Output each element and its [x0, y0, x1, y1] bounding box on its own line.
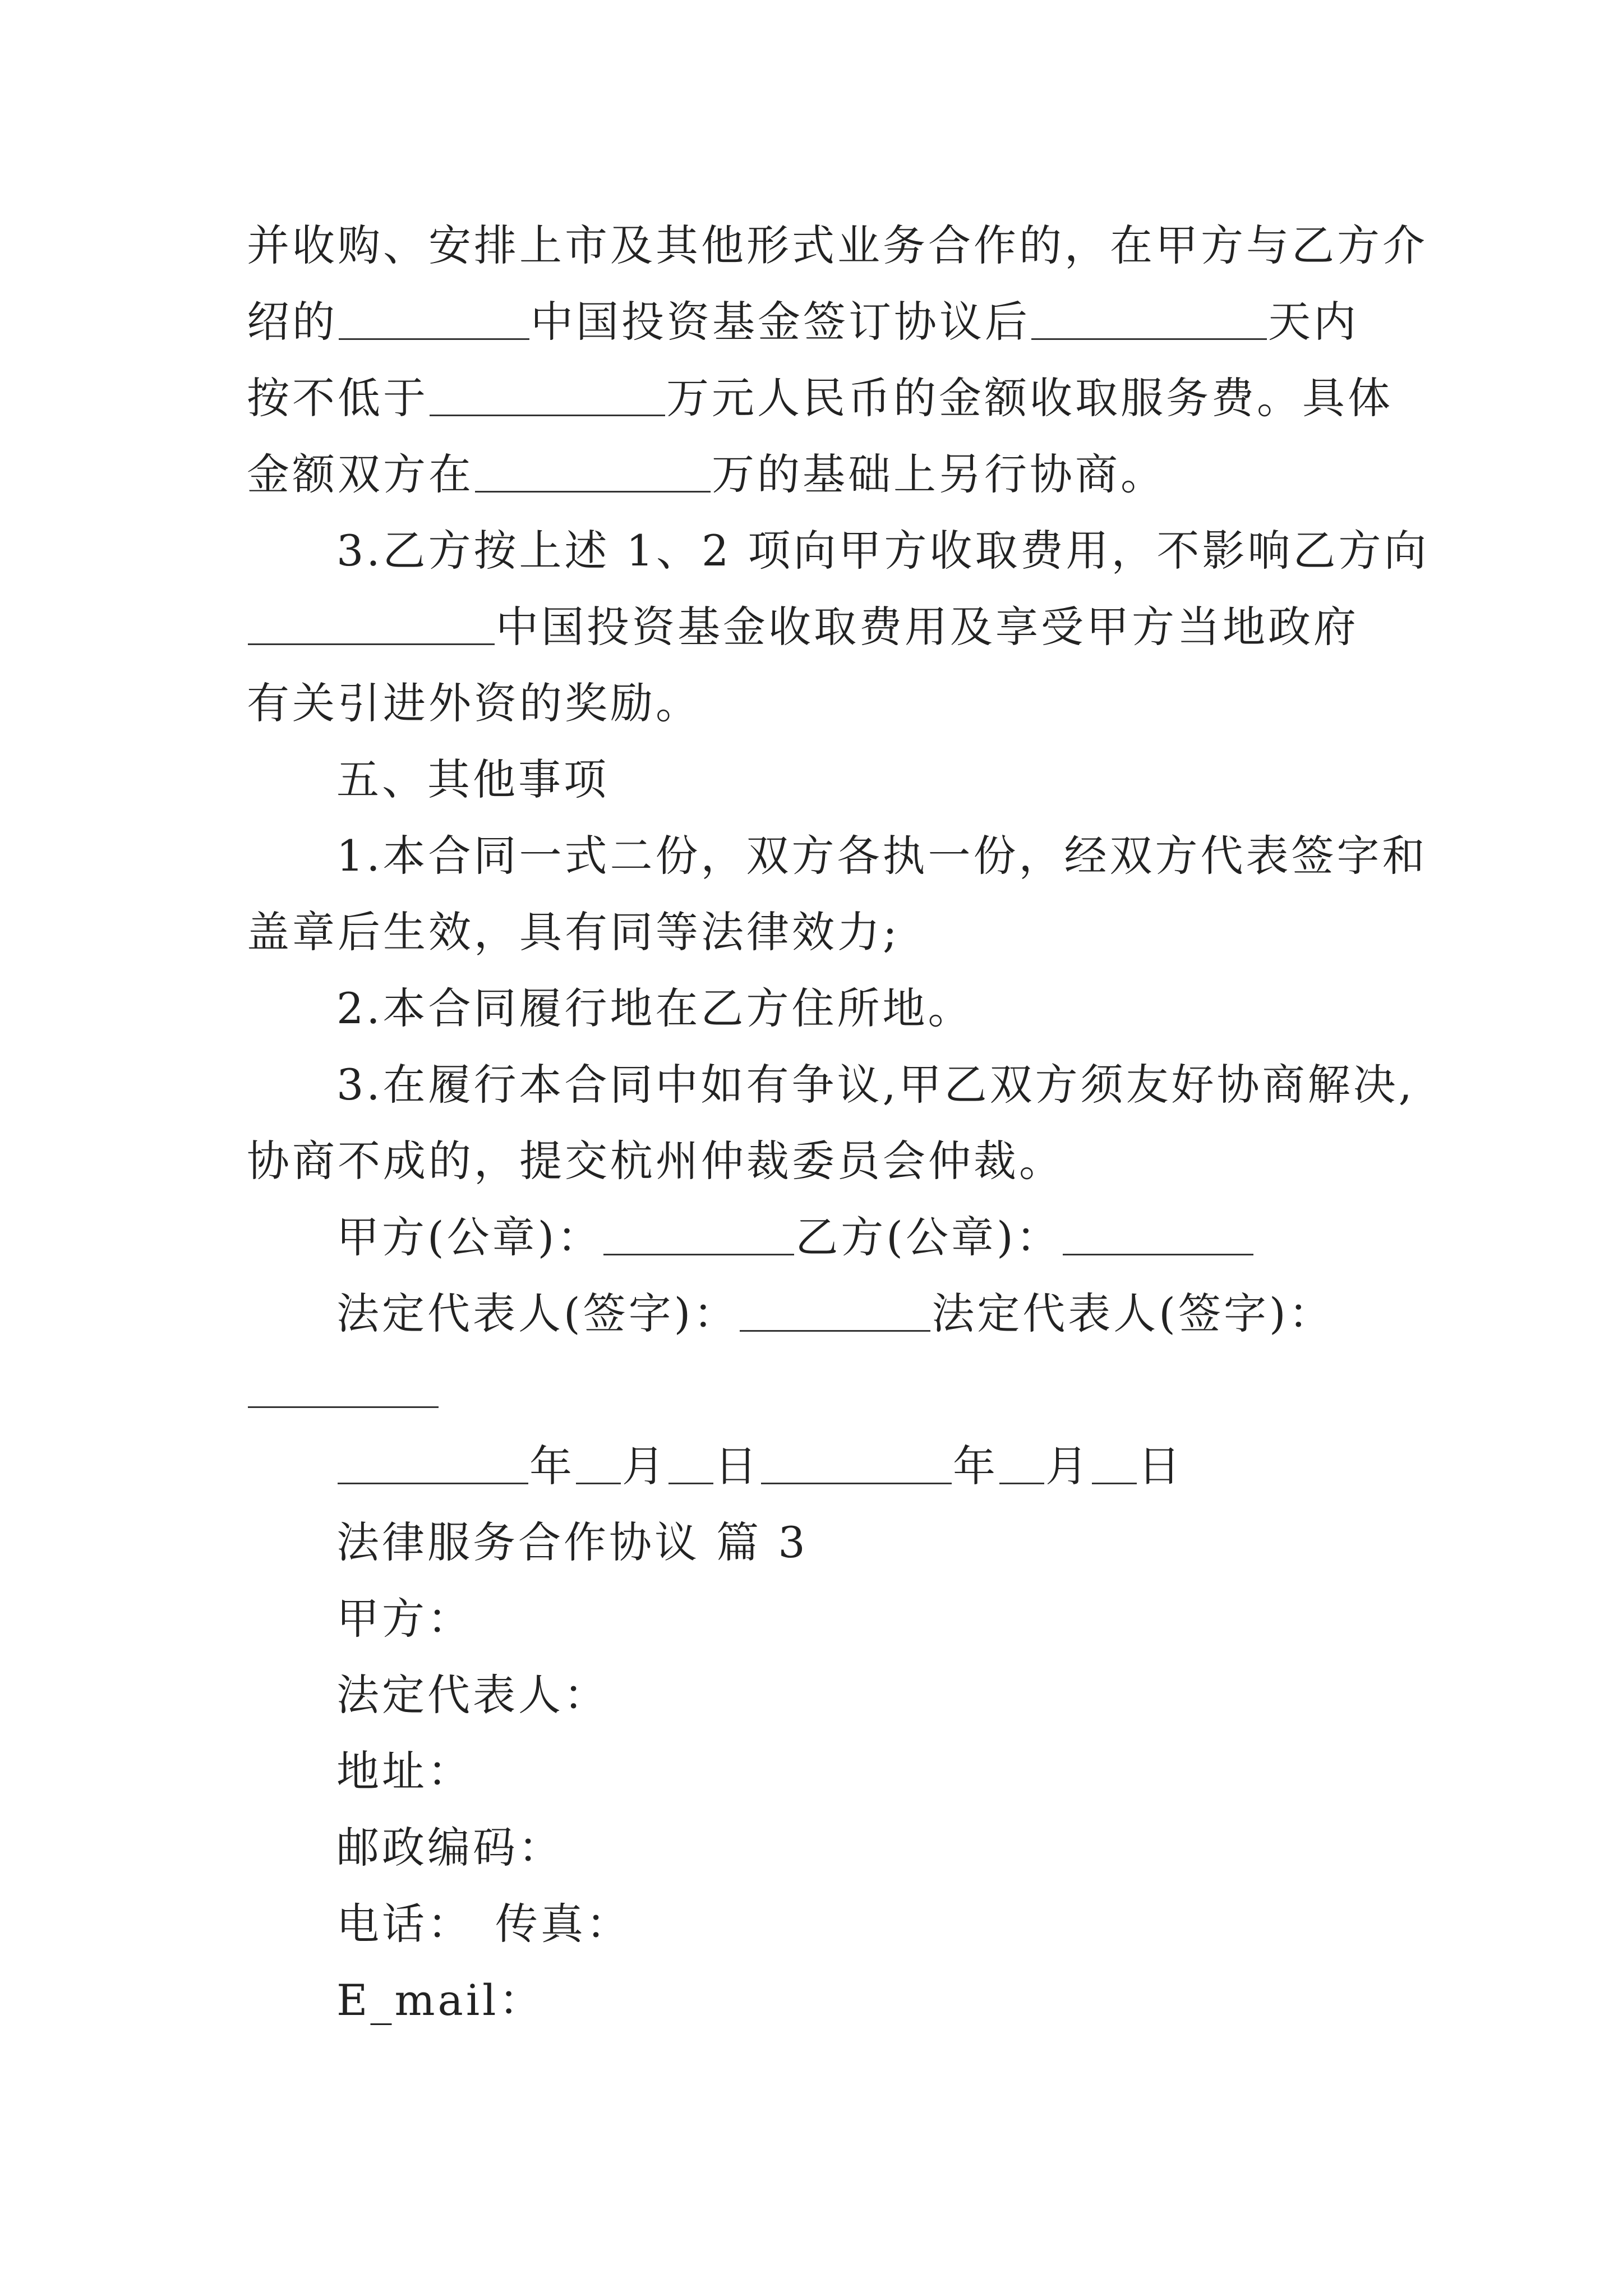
fill-blank: [1092, 1443, 1137, 1484]
fill-blank: [1031, 299, 1267, 340]
text-segment: 2.本合同履行地在乙方住所地。: [336, 983, 974, 1033]
agreement-title: [336, 1515, 1402, 1576]
signature-line-seal: [336, 1209, 1402, 1271]
text-segment: 3.在履行本合同中如有争议,甲乙双方须友好协商解决,: [336, 1060, 1415, 1110]
fill-blank: [430, 375, 665, 416]
text-line: [247, 675, 1396, 737]
field-party-a: [336, 1591, 1402, 1653]
text-segment: 并收购、安排上市及其他形式业务合作的，在甲方与乙方介: [247, 220, 1428, 270]
text-segment: 天内: [1268, 297, 1359, 347]
text-segment: 传真：: [495, 1899, 631, 1949]
text-segment: 3.乙方按上述 1、2 项向甲方收取费用，不影响乙方向: [336, 526, 1430, 576]
fill-blank: [999, 1443, 1044, 1484]
text-line: [336, 981, 1402, 1042]
field-address: [336, 1743, 1402, 1805]
fill-blank: [740, 1291, 930, 1332]
text-segment: 乙方(公章)：: [795, 1212, 1062, 1262]
fill-blank: [338, 1443, 528, 1484]
text-segment: 法定代表人(签字)：: [932, 1289, 1334, 1338]
text-segment: 金额双方在: [247, 449, 474, 499]
fill-blank: [603, 1214, 794, 1255]
text-segment: 法定代表人：: [336, 1670, 609, 1720]
text-segment: 日: [714, 1441, 760, 1491]
text-segment: 地址：: [336, 1746, 473, 1796]
text-line: [247, 294, 1396, 356]
text-line: [336, 828, 1428, 890]
field-postcode: [336, 1820, 1402, 1881]
text-line: [247, 1362, 1396, 1424]
text-line: [336, 523, 1430, 585]
text-segment: 电话：: [336, 1899, 473, 1949]
fill-blank: [761, 1443, 952, 1484]
text-segment: 月: [622, 1441, 667, 1491]
field-phone-fax: [336, 1896, 1402, 1958]
text-segment: 万元人民币的金额收取服务费。具体: [666, 373, 1393, 423]
text-segment: 甲方：: [336, 1594, 473, 1644]
fill-blank: [339, 299, 529, 340]
text-segment: E_mail：: [336, 1975, 545, 2025]
text-segment: 年: [529, 1441, 575, 1491]
text-segment: 万的基础上另行协商。: [712, 449, 1166, 499]
text-segment: 日: [1138, 1441, 1183, 1491]
text-segment: 中国投资基金收取费用及享受甲方当地政府: [496, 602, 1359, 652]
fill-blank: [248, 1367, 439, 1408]
text-segment: 协商不成的，提交杭州仲裁委员会仲裁。: [247, 1136, 1064, 1186]
text-line: [247, 599, 1396, 661]
text-segment: 五、其他事项: [336, 754, 609, 804]
text-line: [247, 1133, 1396, 1195]
section-heading: [336, 752, 1402, 813]
text-segment: 法律服务合作协议 篇 3: [336, 1517, 808, 1567]
text-segment: 绍的: [247, 297, 338, 347]
text-segment: 法定代表人(签字)：: [336, 1289, 739, 1338]
text-line: [336, 1057, 1415, 1119]
text-segment: 有关引进外资的奖励。: [247, 678, 701, 728]
field-legal-representative: [336, 1667, 1402, 1729]
fill-blank: [1063, 1214, 1253, 1255]
text-segment: 1.本合同一式二份，双方各执一份，经双方代表签字和: [336, 831, 1428, 881]
text-line: [247, 904, 1396, 966]
fill-blank: [475, 452, 711, 493]
text-segment: 邮政编码：: [336, 1823, 564, 1872]
text-line: [247, 218, 1428, 279]
text-segment: 年: [953, 1441, 998, 1491]
text-segment: 甲方(公章)：: [336, 1212, 603, 1262]
field-email: [336, 1972, 1402, 2034]
text-segment: 月: [1045, 1441, 1091, 1491]
fill-blank: [576, 1443, 621, 1484]
text-segment: 按不低于: [247, 373, 428, 423]
fill-blank: [248, 604, 495, 645]
text-segment: 中国投资基金签订协议后: [531, 297, 1030, 347]
fill-blank: [668, 1443, 713, 1484]
text-line: [247, 447, 1396, 508]
signature-line-representative: [336, 1286, 1402, 1347]
text-segment: 盖章后生效，具有同等法律效力;: [247, 907, 900, 957]
date-line: [336, 1438, 1402, 1500]
text-line: [247, 370, 1396, 432]
